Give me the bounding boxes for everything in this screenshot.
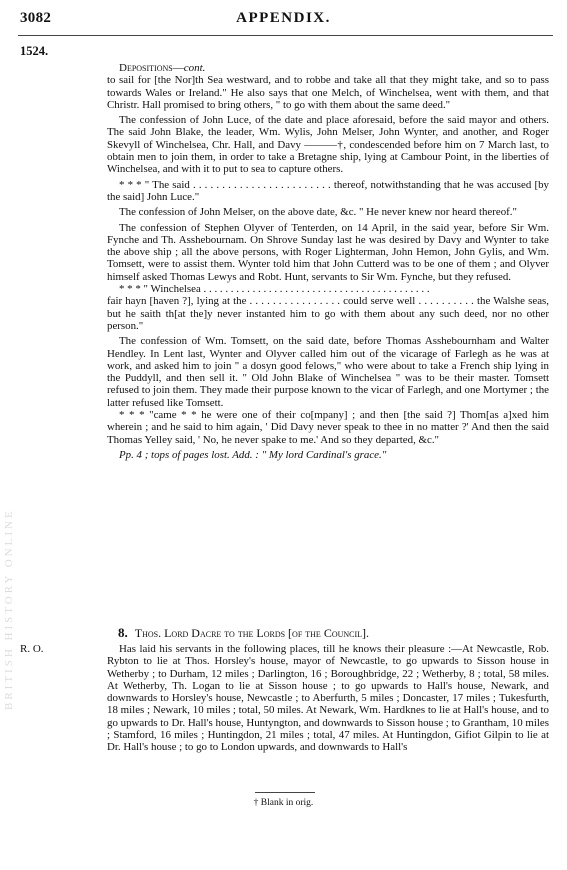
deposition-paragraph: * * * " The said . . . . . . . . . . . . . . . . . . . . . . . . thereof, notwithstanding that he was accused [by the said] John Luce." [107,178,549,203]
depositions-heading [107,62,549,74]
deposition-paragraph: The confession of Stephen Olyver of Tenterden, on 14 April, in the said year, before Sir Wm. Fynche and Th. Asshebournam. On Shrove Sunday last he was desired by Davy and Wynter to take the above ship ; all the above persons, with Roger Lighterman, John Hemon, John Gylis, and Wm. Tomsett, were to assist them. Wynter told him that John Cutterd was to be one of them ; and Olyver himself asked Thomas Lewys and Robt. Hunt, servants to Sir Wm. Fynche, but they refused. [107,221,549,283]
depositions-heading-label: Depositions— [119,62,184,74]
page-header [0,10,567,30]
entry-body [107,643,549,754]
deposition-paragraph: fair hayn [haven ?], lying at the . . . . . . . . . . . . . . . . could serve well . . . . . . . . . . the Walshe seas, but he saith th[at the]y never instanted him to go with them about any such deed, nor no other person." [107,295,549,332]
depositions-section [107,62,549,461]
watermark-graphic [2,360,16,720]
footnote: † Blank in orig. [253,798,314,808]
entry-title: Thos. Lord Dacre to the Lords [of the Council]. [134,626,370,640]
deposition-paragraph: The confession of John Melser, on the above date, &c. " He never knew nor heard thereof." [119,206,517,219]
watermark [2,360,16,720]
margin-year: 1524. [20,44,49,58]
running-title: APPENDIX. [236,10,331,26]
watermark-text: BRITISH HISTORY ONLINE [3,508,15,710]
deposition-paragraph: * * * "came * * he were one of their co[mpany] ; and then [the said ?] Thom[as a]xed him wherein ; and he said to him again, ' Did Davy never speak to thee in no matter ?' And then the said Thomas Yelley said, ' No, he never spake to me.' And so they departed, &c." [107,409,549,446]
deposition-paragraph: The confession of Wm. Tomsett, on the said date, before Thomas Asshebournham and Walter Hendley. In Lent last, Wynter and Olyver called him out of the vicarage of Farlegh as he was at work, and asked him to join " a dosyn good felows," who were about to take a French ship lying in the Puddyll, and then sell it. " Old John Blake of Winchelsea " was to be their master. Tomsett refused to join them. They made their purpose known to the vicar of Farlegh, and one Mortymer ; the latter refused like Tomsett. [107,335,549,409]
entry-heading [118,626,548,640]
deposition-paragraph: * * * " Winchelsea . . . . . . . . . . . . . . . . . . . . . . . . . . . . . . . . . . . . . . . . . . [119,283,430,296]
depositions-heading-cont: cont. [183,62,206,74]
deposition-paragraph: to sail for [the Nor]th Sea westward, and to robbe and take all that they might take, and so to pass towards Wales or Ireland." He also says that one Melch, of Winchelsea, went with them, and that Christr. Hall promised to bring others, " to go with them about the same deed." [107,74,549,111]
document-note: Pp. 4 ; tops of pages lost. Add. : " My lord Cardinal's grace." [119,448,387,461]
header-rule [18,35,553,36]
entry-code: R. O. [20,643,44,655]
deposition-paragraph: The confession of John Luce, of the date and place aforesaid, before the said mayor and others. The said John Blake, the leader, Wm. Wylis, John Melser, John Wynter, and another, and Roger Skevyll of Winchelsea, Chr. Hall, and Davy ———†, condescended before him on 7 March last, to obtain men to join them, in order to take a Bretagne ship, lying at Cambour Point, in the liberties of Winchelsea, and with it to put to sea to capture others. [107,114,549,176]
entry-number: 8. [118,625,128,640]
entry-text: Has laid his servants in the following places, till he knows their pleasure :—At Newcastle, Rob. Rybton to lie at Thos. Horsley's house, mayor of Newcastle, to go upwards to Sisson house in Wetherby ; to Durham, 12 miles ; Darlington, 16 ; Boroughbridge, 22 ; Wetherby, 8 ; total, 58 miles. At Wetherby, Th. Logan to lie at Sisson house ; to go upwards to Hall's house, Newark, and downwards to Horsley's house, Newcastle ; to Aberfurth, 5 miles ; Doncaster, 17 miles ; Tukesfurth, 18 miles ; Newark, 10 miles ; total, 50 miles. At Newark, Wm. Hardknes to lie at Hall's house, and to go upwards to Dr. Hall's house, Huntyngton, and downwards to Sisson house ; to Grantham, 10 miles ; Stamford, 16 miles ; Huntingdon, 21 miles ; total, 47 miles. At Huntingdon, Gifiot Gilpin to lie at Dr. Hall's house ; to go to London upwards, and downwards to Hall's [107,643,549,754]
page-number: 3082 [20,10,52,26]
footnote-rule [255,792,315,793]
